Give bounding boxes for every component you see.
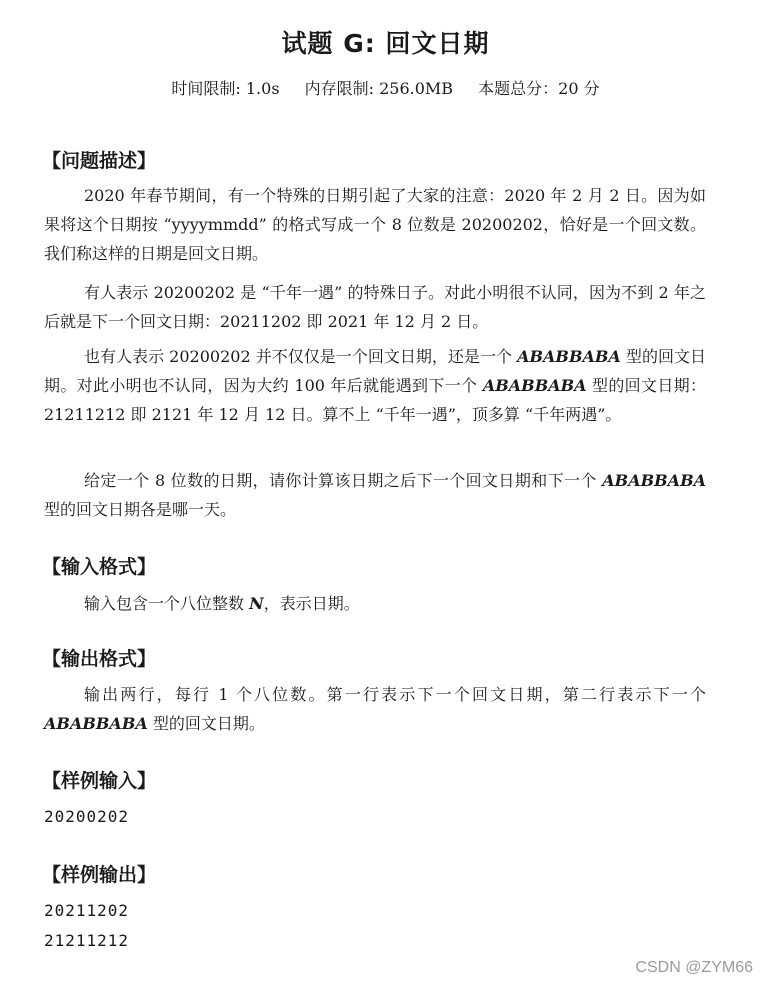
problem-title: 试题 G: 回文日期	[281, 29, 490, 58]
paragraph-text: 也有人表示 20200202 并不仅仅是一个回文日期，还是一个	[84, 347, 518, 366]
output-format-heading: 【输出格式】	[42, 648, 157, 670]
pattern-term: ABABBABA	[517, 347, 621, 366]
paragraph-text: 输出两行，每行 1 个八位数。第一行表示下一个回文日期，第二行表示下一个	[84, 685, 706, 704]
paragraph-text: 型的回文日期各是哪一天。	[44, 500, 237, 519]
sample-output-line: 20211202	[44, 901, 130, 920]
description-paragraph-1: 2020 年春节期间，有一个特殊的日期引起了大家的注意：2020 年 2 月 2 日。因为如果将这个日期按 “yyyymmdd” 的格式写成一个 8 位数是 20200202，恰好是一个回文数。我们称这样的日期是回文日期。	[44, 186, 706, 263]
csdn-watermark: CSDN @ZYM66	[635, 959, 753, 976]
pattern-term: ABABBABA	[482, 376, 587, 395]
pattern-term: ABABBABA	[44, 714, 148, 733]
sample-input-block	[44, 802, 129, 832]
description-paragraph-2: 有人表示 20200202 是 “千年一遇” 的特殊日子。对此小明很不认同，因为不到 2 年之后就是下一个回文日期：20211202 即 2021 年 12 月 2 日。	[44, 283, 706, 331]
paragraph-text: 型的回文日期：21211212 即 2121 年 12 月 12 日。算不上 “千年一遇”，顶多算 “千年两遇”。	[44, 376, 706, 424]
limits-line	[0, 76, 771, 99]
variable-n: N	[249, 594, 264, 613]
total-score: 本题总分：20 分	[478, 79, 600, 98]
description-paragraph-3	[44, 342, 706, 429]
paragraph-text: 型的回文日期。对此小明也不认同，因为大约 100 年后就能遇到下一个	[44, 347, 706, 395]
output-format-text	[44, 680, 706, 738]
memory-limit: 内存限制: 256.0MB	[304, 79, 454, 98]
paragraph-text: 给定一个 8 位数的日期，请你计算该日期之后下一个回文日期和下一个	[84, 471, 603, 490]
sample-output-heading: 【样例输出】	[42, 864, 157, 886]
sample-output-line: 21211212	[44, 931, 130, 950]
sample-input-heading: 【样例输入】	[42, 770, 157, 792]
paragraph-text: 型的回文日期。	[147, 714, 265, 733]
sample-output-block	[44, 896, 129, 956]
description-heading: 【问题描述】	[42, 150, 157, 172]
input-format-text	[44, 589, 706, 618]
pattern-term: ABABBABA	[602, 471, 706, 490]
input-format-heading: 【输入格式】	[42, 556, 157, 578]
time-limit: 时间限制: 1.0s	[171, 79, 280, 98]
paragraph-text: 输入包含一个八位整数	[84, 594, 250, 613]
description-paragraph-4	[44, 466, 706, 524]
sample-input-line: 20200202	[44, 807, 130, 826]
paragraph-text: ，表示日期。	[263, 594, 360, 613]
